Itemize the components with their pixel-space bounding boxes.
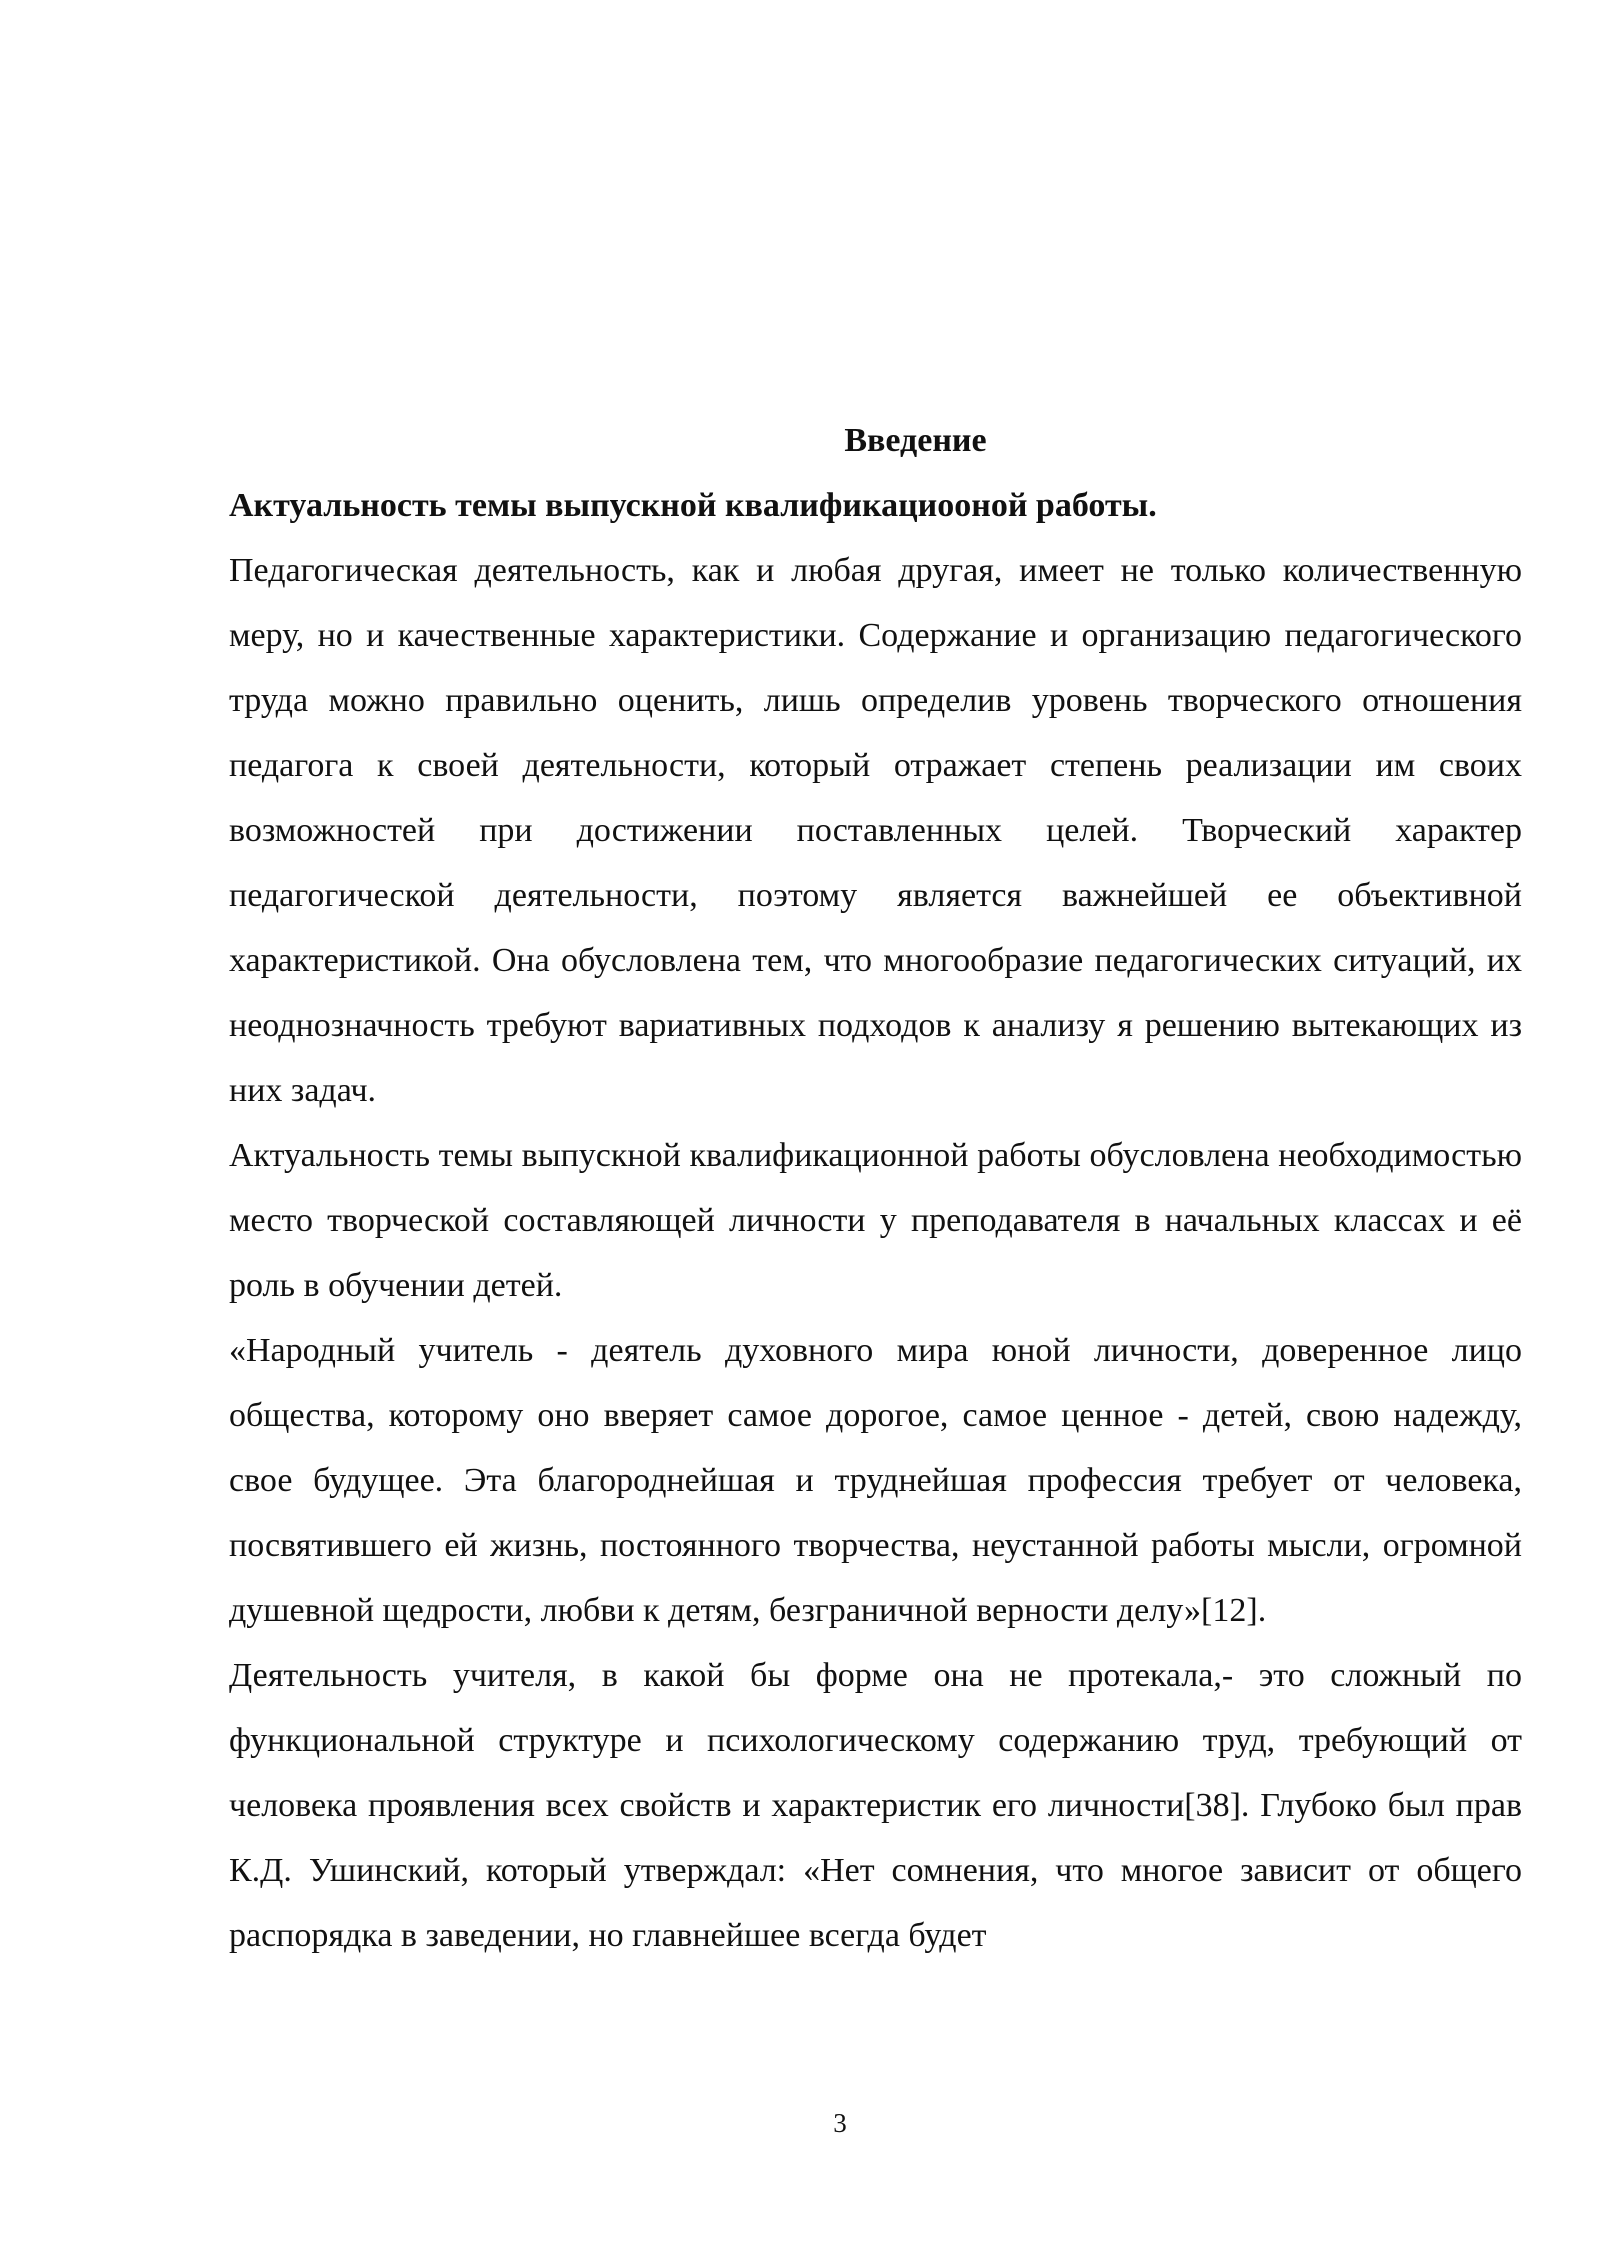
paragraph: Актуальность темы выпускной квалификационной работы обусловлена необходимостью место творческой составляющей личности у преподавателя в начальных классах и её роль в обучении детей. <box>229 1137 1522 1304</box>
paragraph: Деятельность учителя, в какой бы форме она не протекала,- это сложный по функциональной структуре и психологическому содержанию труд, требующий от человека проявления всех свойств и характеристик его личности[38]. Глубоко был прав К.Д. Ушинский, который утверждал: «Нет сомнения, что многое зависит от общего распорядка в заведении, но главнейшее всегда будет <box>229 1657 1522 1954</box>
page-content <box>229 408 1522 1968</box>
paragraph: «Народный учитель - деятель духовного мира юной личности, доверенное лицо общества, которому оно вверяет самое дорогое, самое ценное - детей, свою надежду, свое будущее. Эта благороднейшая и труднейшая профессия требует от человека, посвятившего ей жизнь, постоянного творчества, неустанной работы мысли, огромной душевной щедрости, любви к детям, безграничной верности делу»[12]. <box>229 1332 1522 1629</box>
paragraph: Педагогическая деятельность, как и любая другая, имеет не только количественную меру, но и качественные характеристики. Содержание и организацию педагогического труда можно правильно оценить, лишь определив уровень творческого отношения педагога к своей деятельности, который отражает степень реализации им своих возможностей при достижении поставленных целей. Творческий характер педагогической деятельности, поэтому является важнейшей ее объективной характеристикой. Она обусловлена тем, что многообразие педагогических ситуаций, их неоднозначность требуют вариативных подходов к анализу я решению вытекающих из них задач. <box>229 552 1522 1109</box>
section-title: Введение <box>844 422 987 459</box>
section-subtitle: Актуальность темы выпускной квалификациооной работы. <box>229 487 1157 524</box>
page-number: 3 <box>833 2108 847 2138</box>
